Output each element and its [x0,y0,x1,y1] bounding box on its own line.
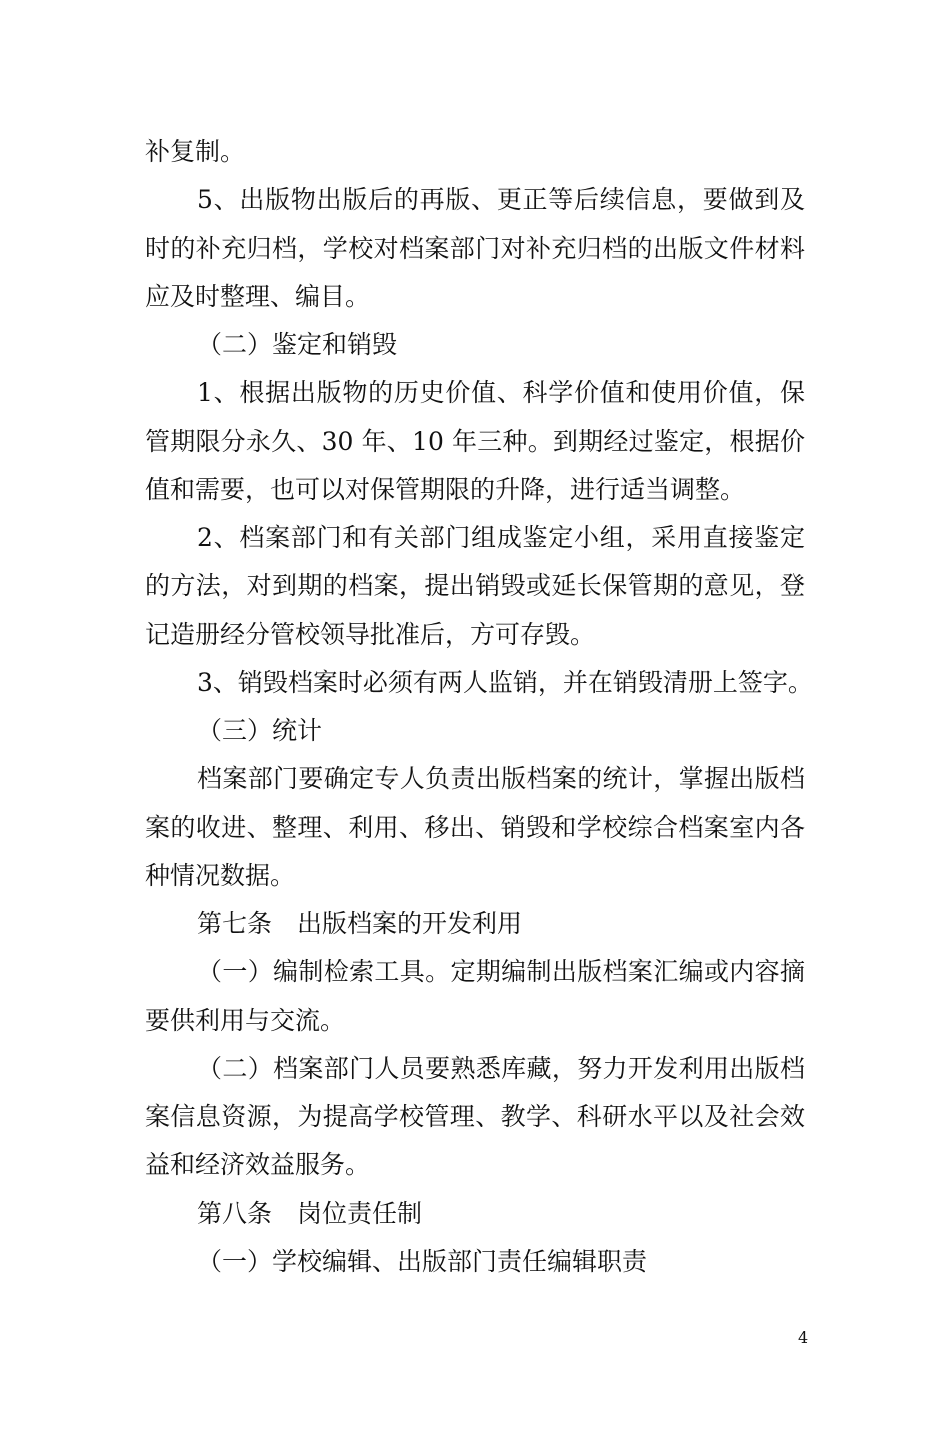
paragraph-line: 管期限分永久、30 年、10 年三种。到期经过鉴定，根据价 [145,426,805,456]
paragraph-line: 案信息资源，为提高学校管理、教学、科研水平以及社会效 [145,1102,805,1131]
paragraph-line: （二）档案部门人员要熟悉库藏，努力开发利用出版档 [197,1053,805,1083]
article-heading: 第七条 出版档案的开发利用 [197,909,523,938]
paragraph-line: 1、根据出版物的历史价值、科学价值和使用价值，保 [197,378,805,408]
paragraph-line: 补复制。 [145,137,246,166]
paragraph-line: 5、出版物出版后的再版、更正等后续信息，要做到及 [197,185,805,215]
paragraph-line: 要供利用与交流。 [145,1005,346,1035]
section-heading: （三）统计 [197,716,323,745]
paragraph-line: 值和需要，也可以对保管期限的升降，进行适当调整。 [145,474,746,504]
paragraph-line: 应及时整理、编目。 [145,281,371,311]
section-heading: （一）学校编辑、出版部门责任编辑职责 [197,1246,648,1276]
paragraph-line: 的方法，对到期的档案，提出销毁或延长保管期的意见，登 [145,571,805,601]
section-heading: （二）鉴定和销毁 [197,330,398,359]
paragraph-line: 档案部门要确定专人负责出版档案的统计，掌握出版档 [197,764,805,794]
paragraph-line: 种情况数据。 [145,860,296,890]
page-number: 4 [798,1328,809,1347]
paragraph-line: （一）编制检索工具。定期编制出版档案汇编或内容摘 [197,957,805,987]
article-heading: 第八条 岗位责任制 [197,1198,423,1228]
paragraph-line: 案的收进、整理、利用、移出、销毁和学校综合档案室内各 [145,812,805,842]
paragraph-line: 3、销毁档案时必须有两人监销，并在销毁清册上签字。 [197,667,813,697]
paragraph-line: 记造册经分管校领导批准后，方可存毁。 [145,619,596,649]
paragraph-line: 2、档案部门和有关部门组成鉴定小组，采用直接鉴定 [197,523,805,552]
paragraph-line: 时的补充归档，学校对档案部门对补充归档的出版文件材料 [145,233,805,263]
paragraph-line: 益和经济效益服务。 [145,1150,371,1180]
document-body [145,128,813,1286]
